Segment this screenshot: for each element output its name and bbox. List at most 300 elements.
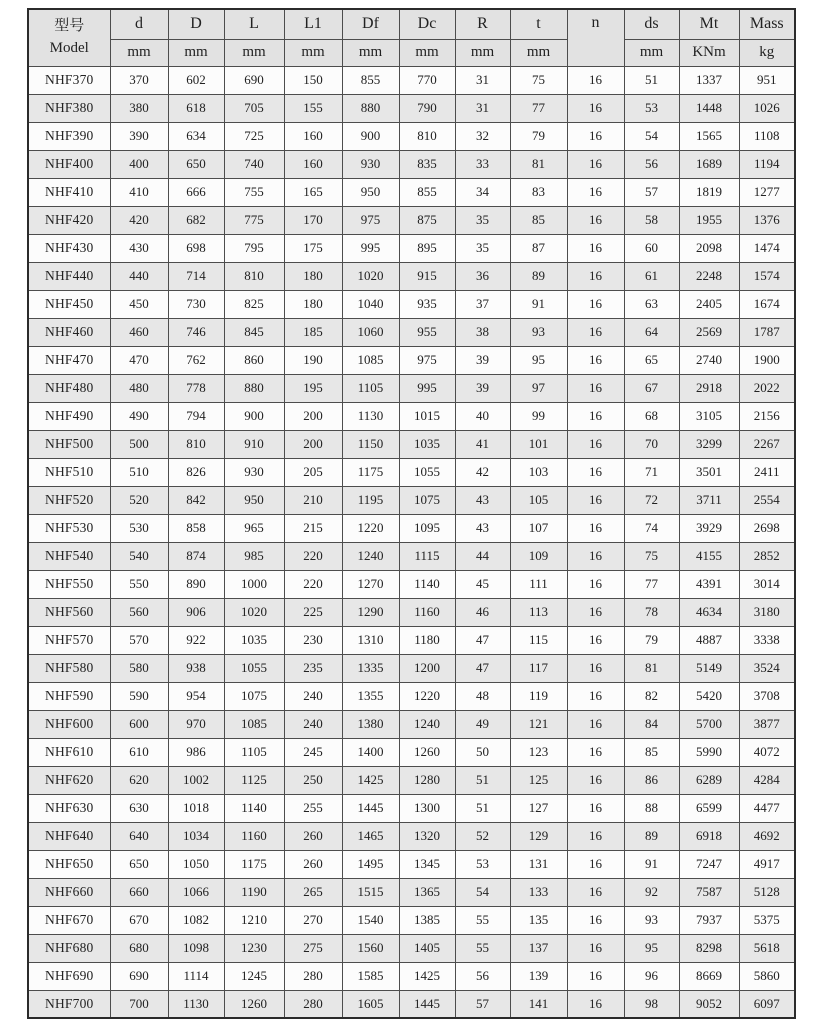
cell-t: 91 <box>510 290 567 318</box>
cell-Dc: 995 <box>399 374 455 402</box>
cell-D: 1130 <box>168 990 224 1018</box>
col-unit-Mt: KNm <box>679 39 739 66</box>
cell-model: NHF620 <box>28 766 110 794</box>
cell-Mt: 1689 <box>679 150 739 178</box>
cell-D: 762 <box>168 346 224 374</box>
cell-model: NHF560 <box>28 598 110 626</box>
cell-Mt: 9052 <box>679 990 739 1018</box>
cell-ds: 92 <box>624 878 679 906</box>
cell-L1: 280 <box>284 962 342 990</box>
col-header-Df: Df <box>342 9 399 39</box>
cell-L1: 275 <box>284 934 342 962</box>
cell-L: 1085 <box>224 710 284 738</box>
table-row <box>28 430 795 458</box>
cell-D: 1002 <box>168 766 224 794</box>
cell-n: 16 <box>567 486 624 514</box>
cell-ds: 75 <box>624 542 679 570</box>
cell-L: 985 <box>224 542 284 570</box>
cell-t: 105 <box>510 486 567 514</box>
cell-t: 77 <box>510 94 567 122</box>
cell-Mass: 3708 <box>739 682 795 710</box>
cell-D: 1082 <box>168 906 224 934</box>
cell-d: 420 <box>110 206 168 234</box>
cell-n: 16 <box>567 710 624 738</box>
cell-L: 860 <box>224 346 284 374</box>
cell-model: NHF660 <box>28 878 110 906</box>
cell-Mt: 1565 <box>679 122 739 150</box>
table-row <box>28 374 795 402</box>
table-row <box>28 766 795 794</box>
cell-Df: 930 <box>342 150 399 178</box>
cell-model: NHF450 <box>28 290 110 318</box>
table-row <box>28 514 795 542</box>
cell-model: NHF510 <box>28 458 110 486</box>
cell-Dc: 770 <box>399 66 455 94</box>
cell-R: 42 <box>455 458 510 486</box>
cell-t: 83 <box>510 178 567 206</box>
cell-D: 938 <box>168 654 224 682</box>
cell-d: 700 <box>110 990 168 1018</box>
cell-L: 880 <box>224 374 284 402</box>
cell-Mt: 2405 <box>679 290 739 318</box>
cell-model: NHF420 <box>28 206 110 234</box>
cell-t: 97 <box>510 374 567 402</box>
col-unit-D: mm <box>168 39 224 66</box>
cell-Mt: 6289 <box>679 766 739 794</box>
cell-L1: 210 <box>284 486 342 514</box>
cell-ds: 74 <box>624 514 679 542</box>
cell-t: 133 <box>510 878 567 906</box>
cell-d: 570 <box>110 626 168 654</box>
cell-L: 740 <box>224 150 284 178</box>
cell-Mass: 4072 <box>739 738 795 766</box>
cell-t: 75 <box>510 66 567 94</box>
cell-R: 56 <box>455 962 510 990</box>
col-header-L: L <box>224 9 284 39</box>
cell-model: NHF630 <box>28 794 110 822</box>
table-row <box>28 290 795 318</box>
cell-model: NHF590 <box>28 682 110 710</box>
cell-D: 970 <box>168 710 224 738</box>
cell-Df: 995 <box>342 234 399 262</box>
cell-d: 590 <box>110 682 168 710</box>
cell-Mass: 4692 <box>739 822 795 850</box>
cell-t: 127 <box>510 794 567 822</box>
cell-D: 826 <box>168 458 224 486</box>
cell-d: 550 <box>110 570 168 598</box>
cell-Mass: 1108 <box>739 122 795 150</box>
cell-L: 1160 <box>224 822 284 850</box>
cell-n: 16 <box>567 150 624 178</box>
cell-n: 16 <box>567 318 624 346</box>
cell-d: 580 <box>110 654 168 682</box>
cell-t: 115 <box>510 626 567 654</box>
cell-model: NHF610 <box>28 738 110 766</box>
col-header-n: n <box>567 9 624 66</box>
cell-R: 46 <box>455 598 510 626</box>
cell-Df: 1425 <box>342 766 399 794</box>
table-row <box>28 906 795 934</box>
cell-R: 55 <box>455 906 510 934</box>
cell-Dc: 1320 <box>399 822 455 850</box>
cell-Dc: 1345 <box>399 850 455 878</box>
cell-Df: 1335 <box>342 654 399 682</box>
cell-model: NHF370 <box>28 66 110 94</box>
cell-L1: 220 <box>284 570 342 598</box>
cell-n: 16 <box>567 906 624 934</box>
cell-R: 45 <box>455 570 510 598</box>
cell-n: 16 <box>567 458 624 486</box>
cell-Dc: 1160 <box>399 598 455 626</box>
cell-n: 16 <box>567 374 624 402</box>
cell-Mt: 5990 <box>679 738 739 766</box>
cell-L1: 165 <box>284 178 342 206</box>
cell-d: 480 <box>110 374 168 402</box>
col-unit-L1: mm <box>284 39 342 66</box>
cell-D: 714 <box>168 262 224 290</box>
cell-n: 16 <box>567 682 624 710</box>
cell-R: 40 <box>455 402 510 430</box>
cell-d: 470 <box>110 346 168 374</box>
cell-R: 39 <box>455 374 510 402</box>
cell-model: NHF580 <box>28 654 110 682</box>
cell-Mt: 5149 <box>679 654 739 682</box>
cell-d: 630 <box>110 794 168 822</box>
cell-Mass: 4917 <box>739 850 795 878</box>
cell-L: 755 <box>224 178 284 206</box>
cell-Df: 1240 <box>342 542 399 570</box>
cell-t: 117 <box>510 654 567 682</box>
cell-R: 31 <box>455 66 510 94</box>
cell-ds: 86 <box>624 766 679 794</box>
table-row <box>28 990 795 1018</box>
cell-Mt: 1955 <box>679 206 739 234</box>
cell-Df: 1605 <box>342 990 399 1018</box>
cell-Dc: 955 <box>399 318 455 346</box>
cell-n: 16 <box>567 402 624 430</box>
cell-L: 1140 <box>224 794 284 822</box>
cell-Mass: 4284 <box>739 766 795 794</box>
cell-L1: 150 <box>284 66 342 94</box>
cell-Dc: 1200 <box>399 654 455 682</box>
col-unit-d: mm <box>110 39 168 66</box>
cell-D: 794 <box>168 402 224 430</box>
cell-D: 634 <box>168 122 224 150</box>
cell-Df: 855 <box>342 66 399 94</box>
cell-n: 16 <box>567 514 624 542</box>
cell-Df: 1150 <box>342 430 399 458</box>
col-header-model <box>28 9 110 66</box>
cell-t: 101 <box>510 430 567 458</box>
col-unit-Dc: mm <box>399 39 455 66</box>
cell-L1: 200 <box>284 430 342 458</box>
cell-Mt: 3929 <box>679 514 739 542</box>
cell-model: NHF390 <box>28 122 110 150</box>
cell-d: 610 <box>110 738 168 766</box>
cell-d: 410 <box>110 178 168 206</box>
cell-Dc: 975 <box>399 346 455 374</box>
cell-Mt: 1819 <box>679 178 739 206</box>
table-row <box>28 94 795 122</box>
cell-L: 965 <box>224 514 284 542</box>
cell-model: NHF520 <box>28 486 110 514</box>
cell-Df: 950 <box>342 178 399 206</box>
cell-n: 16 <box>567 850 624 878</box>
cell-R: 44 <box>455 542 510 570</box>
cell-L1: 175 <box>284 234 342 262</box>
cell-model: NHF670 <box>28 906 110 934</box>
cell-Mt: 1337 <box>679 66 739 94</box>
cell-n: 16 <box>567 542 624 570</box>
table-row <box>28 794 795 822</box>
col-header-R: R <box>455 9 510 39</box>
cell-Dc: 1405 <box>399 934 455 962</box>
cell-n: 16 <box>567 794 624 822</box>
cell-t: 95 <box>510 346 567 374</box>
cell-Mass: 1277 <box>739 178 795 206</box>
cell-model: NHF440 <box>28 262 110 290</box>
col-header-model-en: Model <box>49 39 89 56</box>
table-row <box>28 542 795 570</box>
col-header-model-cn: 型号 <box>54 18 85 34</box>
cell-t: 99 <box>510 402 567 430</box>
table-row <box>28 122 795 150</box>
cell-model: NHF410 <box>28 178 110 206</box>
cell-n: 16 <box>567 738 624 766</box>
cell-n: 16 <box>567 430 624 458</box>
cell-model: NHF700 <box>28 990 110 1018</box>
cell-R: 43 <box>455 486 510 514</box>
cell-d: 620 <box>110 766 168 794</box>
cell-R: 53 <box>455 850 510 878</box>
cell-t: 123 <box>510 738 567 766</box>
cell-n: 16 <box>567 206 624 234</box>
cell-L1: 180 <box>284 262 342 290</box>
cell-Df: 1020 <box>342 262 399 290</box>
cell-ds: 71 <box>624 458 679 486</box>
col-unit-L: mm <box>224 39 284 66</box>
cell-D: 666 <box>168 178 224 206</box>
cell-d: 670 <box>110 906 168 934</box>
table-row <box>28 458 795 486</box>
cell-Mt: 2740 <box>679 346 739 374</box>
cell-model: NHF530 <box>28 514 110 542</box>
cell-D: 858 <box>168 514 224 542</box>
cell-Mass: 4477 <box>739 794 795 822</box>
cell-L1: 205 <box>284 458 342 486</box>
cell-Mass: 2852 <box>739 542 795 570</box>
cell-L: 845 <box>224 318 284 346</box>
cell-ds: 65 <box>624 346 679 374</box>
cell-Mass: 3877 <box>739 710 795 738</box>
cell-L: 810 <box>224 262 284 290</box>
cell-model: NHF490 <box>28 402 110 430</box>
cell-D: 986 <box>168 738 224 766</box>
cell-Dc: 1220 <box>399 682 455 710</box>
table-head <box>28 9 795 66</box>
col-unit-R: mm <box>455 39 510 66</box>
cell-L: 795 <box>224 234 284 262</box>
cell-Mt: 4155 <box>679 542 739 570</box>
cell-Mass: 1474 <box>739 234 795 262</box>
cell-Df: 900 <box>342 122 399 150</box>
cell-R: 52 <box>455 822 510 850</box>
cell-L1: 185 <box>284 318 342 346</box>
col-unit-Mass: kg <box>739 39 795 66</box>
col-header-Mass: Mass <box>739 9 795 39</box>
cell-D: 650 <box>168 150 224 178</box>
cell-model: NHF680 <box>28 934 110 962</box>
cell-R: 39 <box>455 346 510 374</box>
cell-Mt: 7247 <box>679 850 739 878</box>
cell-Mt: 2918 <box>679 374 739 402</box>
cell-d: 450 <box>110 290 168 318</box>
cell-L1: 155 <box>284 94 342 122</box>
cell-ds: 60 <box>624 234 679 262</box>
cell-L1: 160 <box>284 150 342 178</box>
cell-Dc: 1260 <box>399 738 455 766</box>
table-row <box>28 682 795 710</box>
cell-ds: 64 <box>624 318 679 346</box>
cell-D: 842 <box>168 486 224 514</box>
cell-Mt: 6599 <box>679 794 739 822</box>
cell-Mass: 1194 <box>739 150 795 178</box>
cell-Dc: 895 <box>399 234 455 262</box>
cell-Mass: 2267 <box>739 430 795 458</box>
cell-ds: 79 <box>624 626 679 654</box>
cell-ds: 72 <box>624 486 679 514</box>
cell-ds: 89 <box>624 822 679 850</box>
cell-Mt: 3299 <box>679 430 739 458</box>
cell-n: 16 <box>567 290 624 318</box>
cell-ds: 78 <box>624 598 679 626</box>
cell-Dc: 1055 <box>399 458 455 486</box>
cell-L1: 200 <box>284 402 342 430</box>
col-header-Mt: Mt <box>679 9 739 39</box>
cell-Dc: 1180 <box>399 626 455 654</box>
cell-L1: 245 <box>284 738 342 766</box>
cell-R: 47 <box>455 654 510 682</box>
cell-L: 1245 <box>224 962 284 990</box>
cell-D: 954 <box>168 682 224 710</box>
cell-R: 55 <box>455 934 510 962</box>
cell-d: 390 <box>110 122 168 150</box>
cell-ds: 58 <box>624 206 679 234</box>
cell-Dc: 1240 <box>399 710 455 738</box>
cell-t: 121 <box>510 710 567 738</box>
cell-d: 370 <box>110 66 168 94</box>
cell-D: 746 <box>168 318 224 346</box>
cell-L1: 230 <box>284 626 342 654</box>
cell-n: 16 <box>567 654 624 682</box>
cell-L1: 270 <box>284 906 342 934</box>
cell-Df: 1400 <box>342 738 399 766</box>
cell-t: 131 <box>510 850 567 878</box>
cell-model: NHF650 <box>28 850 110 878</box>
cell-Mass: 3014 <box>739 570 795 598</box>
cell-n: 16 <box>567 990 624 1018</box>
cell-Df: 1585 <box>342 962 399 990</box>
cell-D: 618 <box>168 94 224 122</box>
cell-Mass: 1026 <box>739 94 795 122</box>
cell-L: 910 <box>224 430 284 458</box>
header-row-labels <box>28 9 795 39</box>
cell-Mass: 5860 <box>739 962 795 990</box>
cell-L: 825 <box>224 290 284 318</box>
table-row <box>28 178 795 206</box>
cell-d: 690 <box>110 962 168 990</box>
cell-L: 705 <box>224 94 284 122</box>
cell-Df: 1540 <box>342 906 399 934</box>
table-row <box>28 654 795 682</box>
cell-Df: 1270 <box>342 570 399 598</box>
cell-Mass: 6097 <box>739 990 795 1018</box>
cell-d: 510 <box>110 458 168 486</box>
cell-L1: 235 <box>284 654 342 682</box>
cell-d: 430 <box>110 234 168 262</box>
table-row <box>28 570 795 598</box>
cell-Dc: 1280 <box>399 766 455 794</box>
cell-Df: 880 <box>342 94 399 122</box>
cell-d: 540 <box>110 542 168 570</box>
cell-D: 1018 <box>168 794 224 822</box>
cell-Mass: 1900 <box>739 346 795 374</box>
cell-t: 109 <box>510 542 567 570</box>
cell-ds: 57 <box>624 178 679 206</box>
table-row <box>28 318 795 346</box>
cell-R: 57 <box>455 990 510 1018</box>
cell-Mass: 5618 <box>739 934 795 962</box>
cell-d: 680 <box>110 934 168 962</box>
table-row <box>28 486 795 514</box>
cell-model: NHF470 <box>28 346 110 374</box>
cell-Dc: 1385 <box>399 906 455 934</box>
col-header-ds: ds <box>624 9 679 39</box>
col-unit-t: mm <box>510 39 567 66</box>
cell-Mt: 4887 <box>679 626 739 654</box>
cell-Dc: 1115 <box>399 542 455 570</box>
cell-Mass: 2156 <box>739 402 795 430</box>
cell-Df: 975 <box>342 206 399 234</box>
table-row <box>28 66 795 94</box>
cell-Dc: 810 <box>399 122 455 150</box>
cell-D: 810 <box>168 430 224 458</box>
cell-t: 135 <box>510 906 567 934</box>
cell-R: 47 <box>455 626 510 654</box>
cell-n: 16 <box>567 766 624 794</box>
cell-t: 139 <box>510 962 567 990</box>
cell-Mt: 6918 <box>679 822 739 850</box>
cell-L: 1210 <box>224 906 284 934</box>
cell-d: 500 <box>110 430 168 458</box>
cell-t: 81 <box>510 150 567 178</box>
cell-model: NHF380 <box>28 94 110 122</box>
cell-Df: 1220 <box>342 514 399 542</box>
cell-n: 16 <box>567 822 624 850</box>
cell-d: 440 <box>110 262 168 290</box>
cell-R: 50 <box>455 738 510 766</box>
cell-Mass: 5375 <box>739 906 795 934</box>
cell-n: 16 <box>567 346 624 374</box>
cell-t: 103 <box>510 458 567 486</box>
cell-t: 89 <box>510 262 567 290</box>
cell-d: 650 <box>110 850 168 878</box>
cell-R: 33 <box>455 150 510 178</box>
cell-Df: 1130 <box>342 402 399 430</box>
cell-n: 16 <box>567 934 624 962</box>
cell-t: 93 <box>510 318 567 346</box>
cell-L1: 250 <box>284 766 342 794</box>
